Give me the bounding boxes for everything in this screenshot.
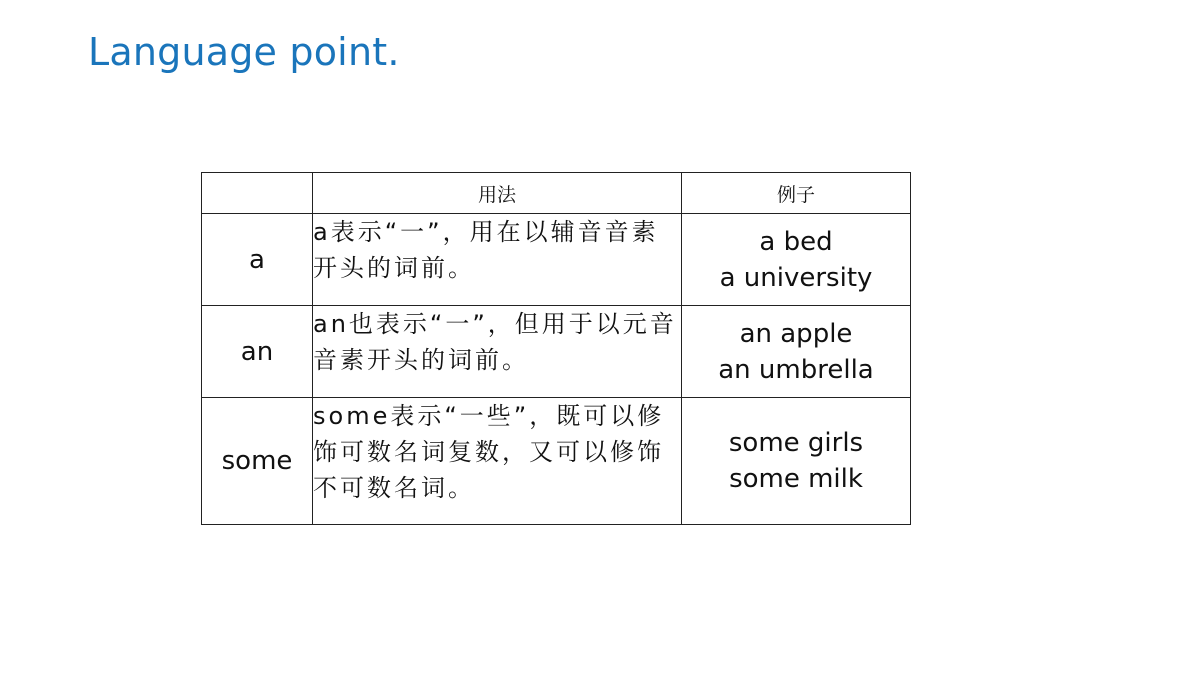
usage-cell: an也表示“一”，但用于以元音音素开头的词前。 <box>313 306 682 398</box>
example-item: a university <box>719 262 873 293</box>
example-cell <box>682 306 911 398</box>
usage-cell: some表示“一些”，既可以修饰可数名词复数，又可以修饰不可数名词。 <box>313 398 682 525</box>
word-cell: a <box>202 214 313 306</box>
example-item: some girls <box>728 428 864 458</box>
header-cell-word <box>202 173 313 214</box>
example-item: an umbrella <box>718 354 874 385</box>
usage-table <box>201 172 911 525</box>
table-header-row <box>202 173 911 214</box>
header-cell-examples: 例子 <box>682 173 911 214</box>
word-cell: some <box>202 398 313 525</box>
page-title: Language point. <box>88 30 400 74</box>
example-cell <box>682 398 911 525</box>
word-cell: an <box>202 306 313 398</box>
table-row <box>202 214 911 306</box>
table-row <box>202 398 911 525</box>
example-item: a bed <box>759 226 833 257</box>
header-cell-usage: 用法 <box>313 173 682 214</box>
usage-cell: a表示“一”，用在以辅音音素开头的词前。 <box>313 214 682 306</box>
example-item: some milk <box>729 464 863 494</box>
example-cell <box>682 214 911 306</box>
example-item: an apple <box>739 318 853 349</box>
table-row <box>202 306 911 398</box>
